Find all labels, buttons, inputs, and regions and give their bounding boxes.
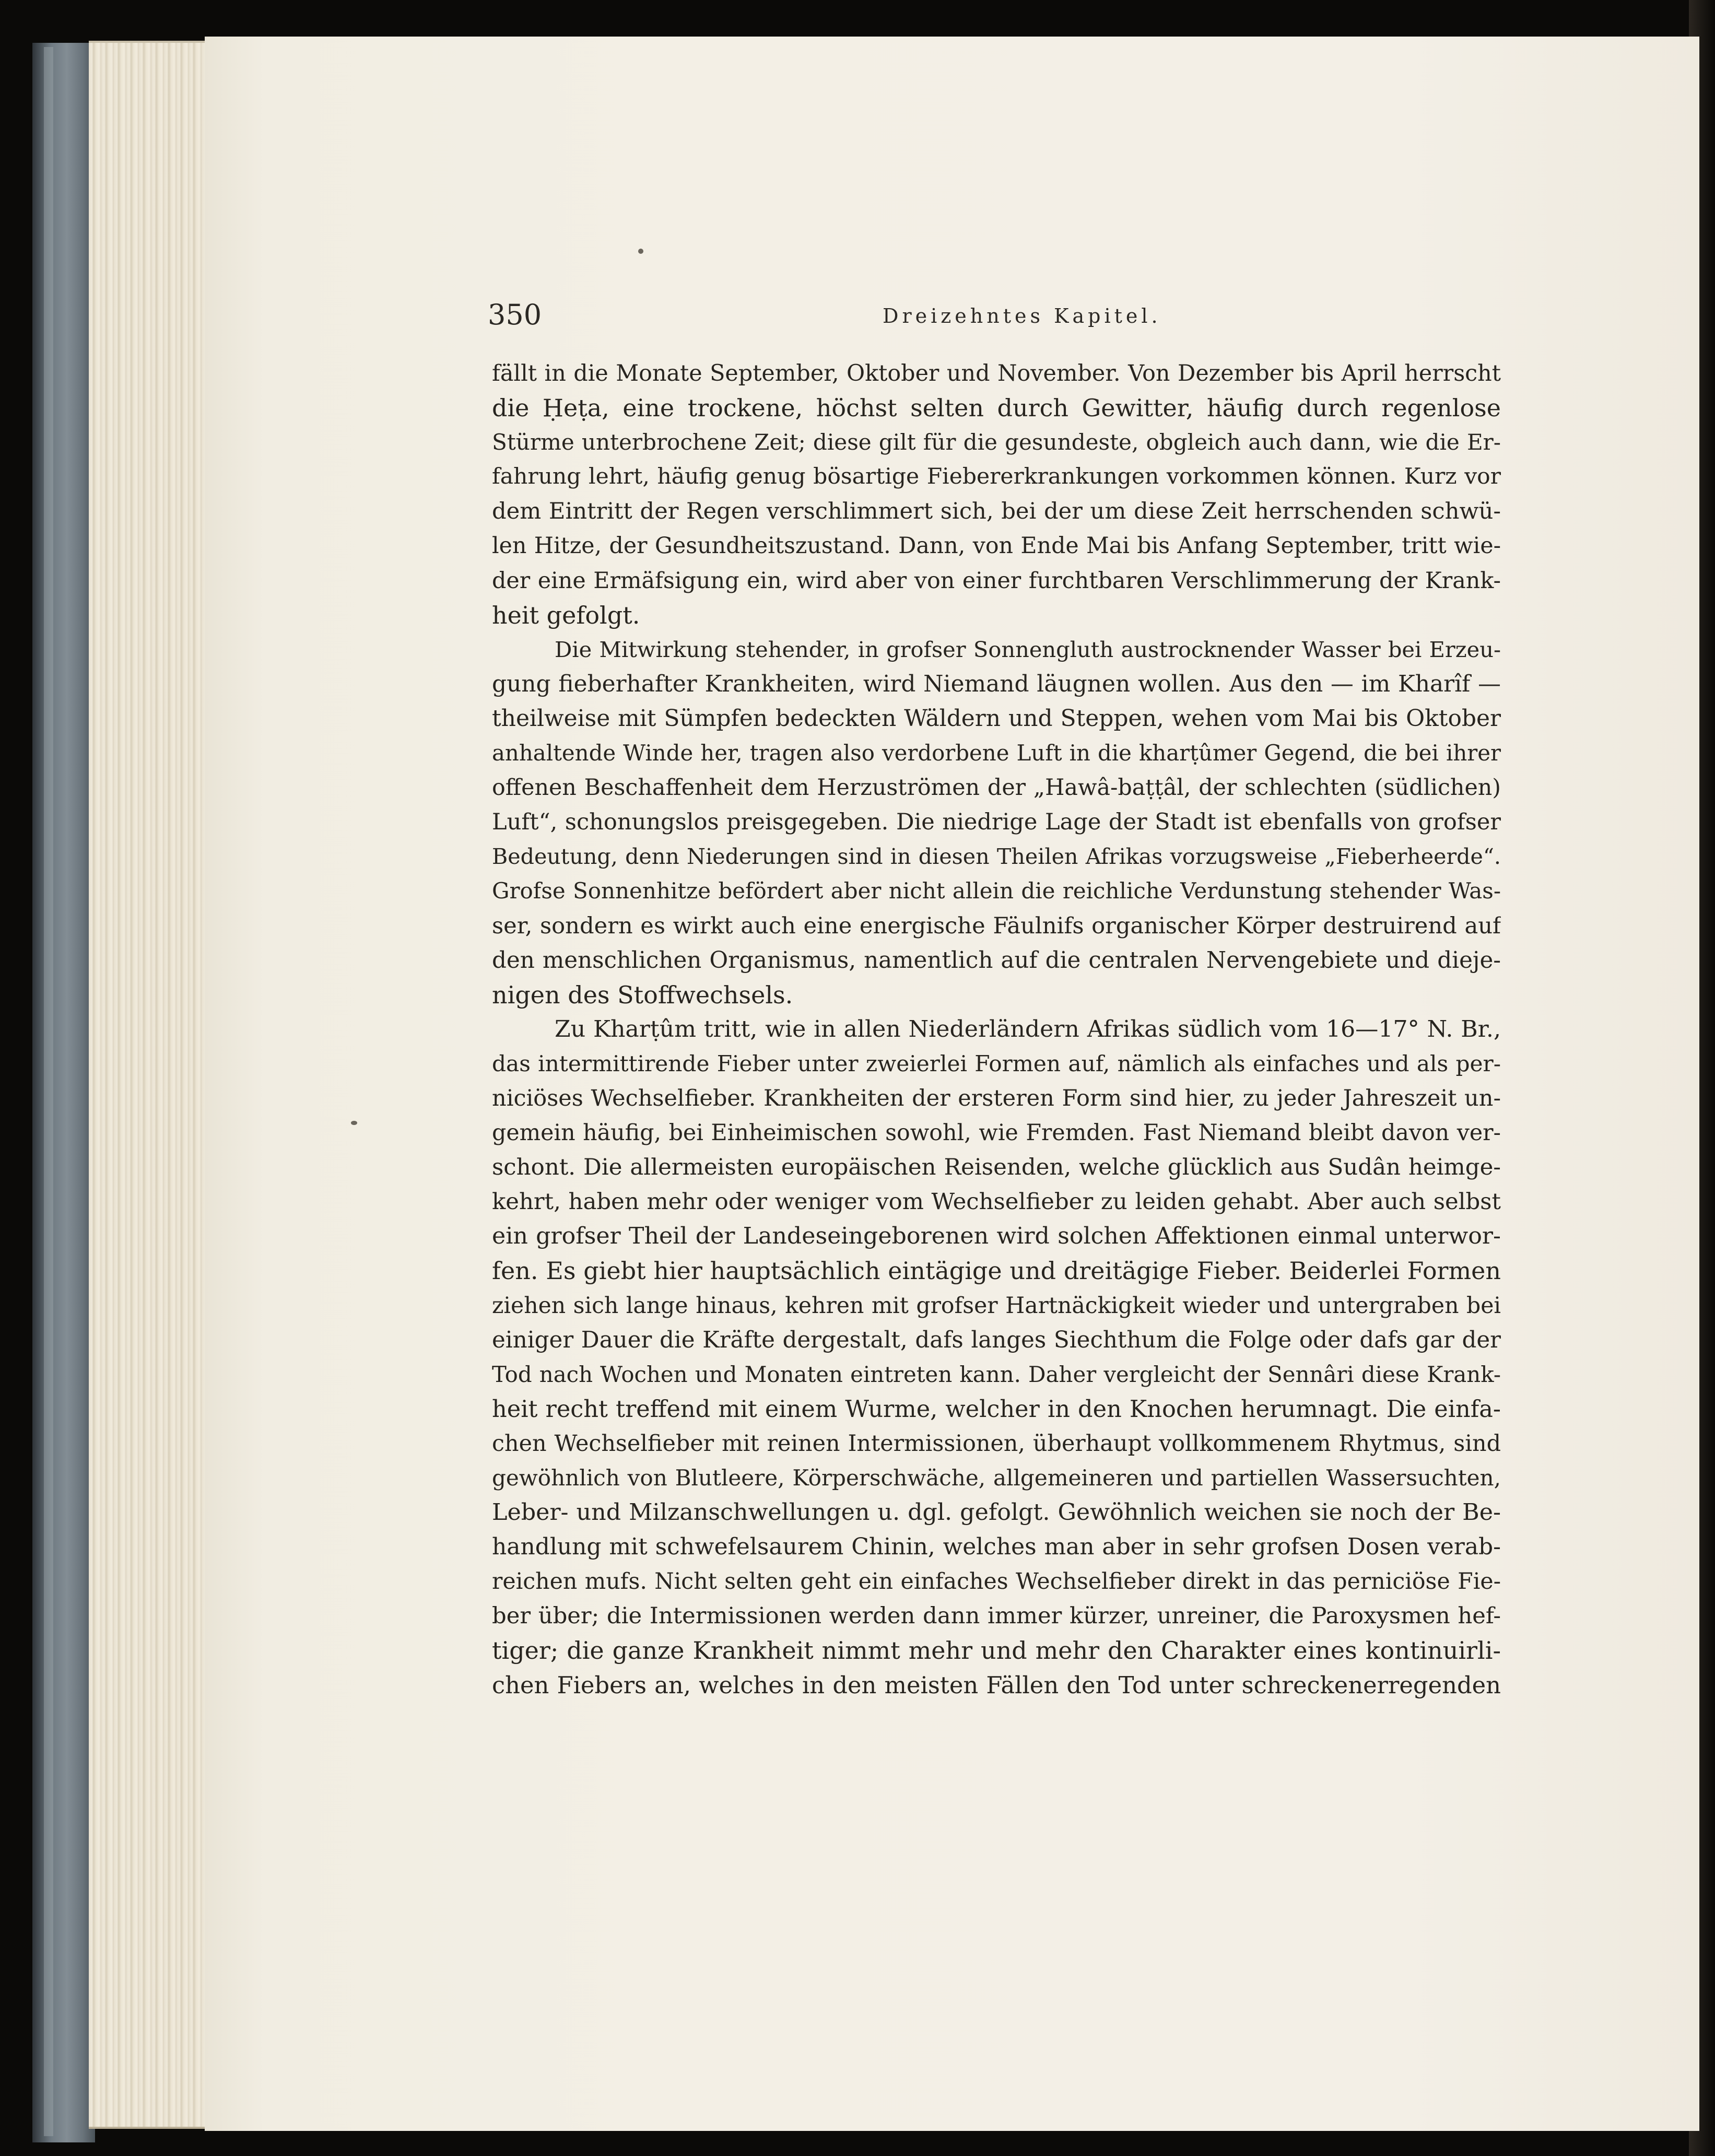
text-line: den menschlichen Organismus, namentlich auf die centralen Nervengebiete und dieje- — [492, 947, 1501, 974]
text-line: offenen Beschaffenheit dem Herzuströmen der „Hawâ-baṭṭâl, der schlechten (südlichen) — [492, 775, 1501, 801]
text-line: chen Wechselfieber mit reinen Intermissionen, überhaupt vollkommenem Rhytmus, sind — [492, 1430, 1501, 1457]
text-line: heit gefolgt. — [492, 601, 640, 629]
text-line: Grofse Sonnenhitze befördert aber nicht allein die reichliche Verdunstung stehender Was- — [492, 878, 1501, 904]
text-line: gemein häufig, bei Einheimischen sowohl, wie Fremden. Fast Niemand bleibt davon ver- — [492, 1120, 1501, 1146]
book-cover — [32, 43, 95, 2142]
book-cover-edge — [44, 47, 53, 2136]
text-line: einiger Dauer die Kräfte dergestalt, dafs langes Siechthum die Folge oder dafs gar der — [492, 1327, 1501, 1353]
text-line: ser, sondern es wirkt auch eine energische Fäulnifs organischer Körper destruirend auf — [492, 912, 1501, 939]
text-line: Leber- und Milzanschwellungen u. dgl. gefolgt. Gewöhnlich weichen sie noch der Be- — [492, 1499, 1501, 1526]
ink-speck — [351, 1121, 357, 1125]
text-line: Luft“, schonungslos preisgegeben. Die niedrige Lage der Stadt ist ebenfalls von grofser — [492, 809, 1501, 836]
text-line: schont. Die allermeisten europäischen Reisenden, welche glücklich aus Sudân heimge- — [492, 1154, 1501, 1181]
text-line: ber über; die Intermissionen werden dann immer kürzer, unreiner, die Paroxysmen hef- — [492, 1603, 1501, 1630]
text-line: ziehen sich lange hinaus, kehren mit grofser Hartnäckigkeit wieder und untergraben bei — [492, 1292, 1501, 1319]
text-line: die Ḥeṭa, eine trockene, höchst selten durch Gewitter, häufig durch regenlose — [492, 394, 1501, 423]
text-line: der eine Ermäfsigung ein, wird aber von einer furchtbaren Verschlimmerung der Krank- — [492, 567, 1501, 594]
body-text — [492, 356, 1501, 1703]
text-line: gewöhnlich von Blutleere, Körperschwäche, allgemeineren und partiellen Wassersuchten, — [492, 1465, 1501, 1491]
text-line: gung fieberhafter Krankheiten, wird Niemand läugnen wollen. Aus den — im Kharîf — — [492, 670, 1501, 697]
text-line: Stürme unterbrochene Zeit; diese gilt für die gesundeste, obgleich auch dann, wie die Er- — [492, 429, 1501, 455]
running-title: Dreizehntes Kapitel. — [883, 304, 1161, 327]
text-line: nigen des Stoffwechsels. — [492, 980, 793, 1009]
text-line: len Hitze, der Gesundheitszustand. Dann, von Ende Mai bis Anfang September, tritt wie- — [492, 533, 1501, 559]
text-line: Tod nach Wochen und Monaten eintreten kann. Daher vergleicht der Sennâri diese Krank- — [492, 1361, 1501, 1387]
page-edges — [89, 41, 209, 2129]
text-line: Die Mitwirkung stehender, in grofser Sonnengluth austrocknender Wasser bei Erzeu- — [555, 636, 1501, 662]
text-line: Zu Kharṭûm tritt, wie in allen Niederländern Afrikas südlich vom 16—17° N. Br., — [555, 1015, 1501, 1042]
text-line: heit recht treffend mit einem Wurme, welcher in den Knochen herumnagt. Die einfa- — [492, 1395, 1501, 1423]
text-line: anhaltende Winde her, tragen also verdorbene Luft in die kharṭûmer Gegend, die bei ihrer — [492, 740, 1501, 766]
text-line: niciöses Wechselfieber. Krankheiten der ersteren Form sind hier, zu jeder Jahreszeit un- — [492, 1085, 1501, 1111]
text-line: das intermittirende Fieber unter zweierlei Formen auf, nämlich als einfaches und als per- — [492, 1050, 1501, 1076]
text-line: fen. Es giebt hier hauptsächlich eintägige und dreitägige Fieber. Beiderlei Formen — [492, 1257, 1501, 1285]
text-line: fahrung lehrt, häufig genug bösartige Fiebererkrankungen vorkommen können. Kurz vor — [492, 464, 1501, 490]
text-line: tiger; die ganze Krankheit nimmt mehr und mehr den Charakter eines kontinuirli- — [492, 1636, 1501, 1665]
text-line: Bedeutung, denn Niederungen sind in diesen Theilen Afrikas vorzugsweise „Fieberheerde“. — [492, 844, 1501, 870]
text-line: kehrt, haben mehr oder weniger vom Wechselfieber zu leiden gehabt. Aber auch selbst — [492, 1189, 1501, 1215]
text-line: handlung mit schwefelsaurem Chinin, welches man aber in sehr grofsen Dosen verab- — [492, 1533, 1501, 1561]
text-line: fällt in die Monate September, Oktober und November. Von Dezember bis April herrscht — [492, 360, 1501, 386]
text-line: ein grofser Theil der Landeseingeborenen wird solchen Affektionen einmal unterwor- — [492, 1223, 1501, 1250]
text-line: reichen mufs. Nicht selten geht ein einfaches Wechselfieber direkt in das perniciöse Fie- — [492, 1568, 1501, 1595]
page-number: 350 — [488, 298, 542, 331]
ink-speck — [638, 249, 643, 254]
text-line: chen Fiebers an, welches in den meisten Fällen den Tod unter schreckenerregenden — [492, 1671, 1501, 1699]
text-line: theilweise mit Sümpfen bedeckten Wäldern und Steppen, wehen vom Mai bis Oktober — [492, 705, 1501, 732]
text-line: dem Eintritt der Regen verschlimmert sich, bei der um diese Zeit herrschenden schwü- — [492, 498, 1501, 525]
